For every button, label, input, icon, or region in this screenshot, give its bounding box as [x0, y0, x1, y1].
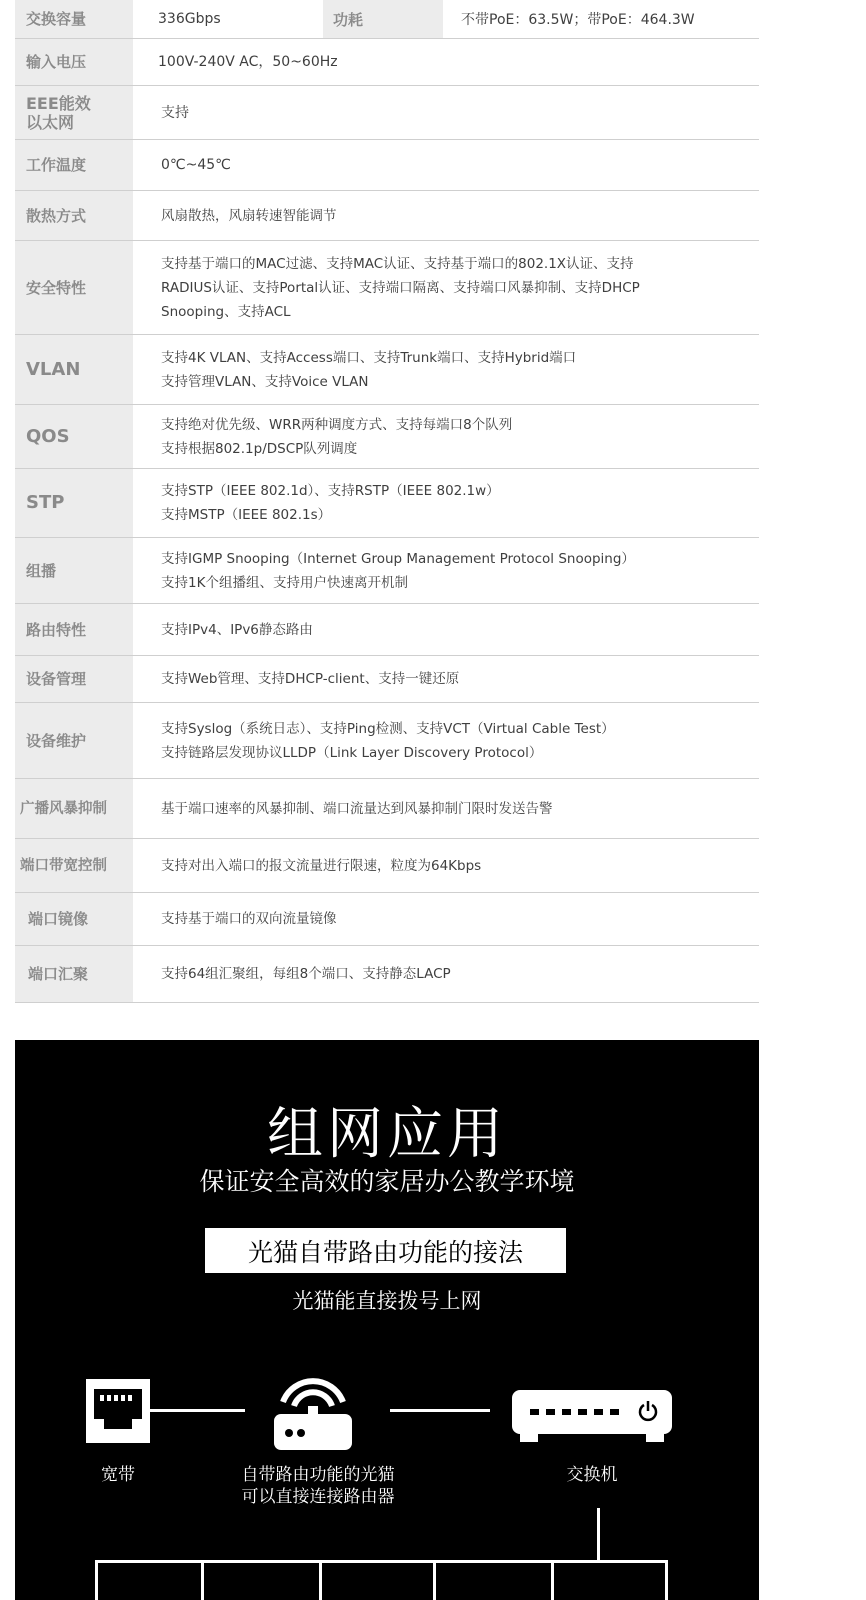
- spec-value: 0℃~45℃: [161, 157, 231, 173]
- spec-label: QOS: [15, 405, 133, 468]
- connection-method-label: 光猫自带路由功能的接法: [205, 1228, 566, 1273]
- spec-label: 输入电压: [15, 39, 133, 85]
- spec-value: 支持Syslog（系统日志）、支持Ping检测、支持VCT（Virtual Cable Test） 支持链路层发现协议LLDP（Link Layer Discovery Protocol）: [161, 720, 615, 761]
- switch-label: 交换机: [566, 1465, 618, 1485]
- spec-row: [15, 779, 759, 839]
- branch-line: [95, 1560, 98, 1600]
- spec-label: 组播: [15, 538, 133, 603]
- connection-line: [390, 1409, 490, 1412]
- spec-label: 端口带宽控制: [15, 839, 133, 892]
- spec-row: [15, 703, 759, 779]
- spec-label: 端口镜像: [15, 893, 133, 945]
- spec-value: 支持STP（IEEE 802.1d）、支持RSTP（IEEE 802.1w） 支持MSTP（IEEE 802.1s）: [161, 483, 500, 523]
- networking-application-panel: [15, 1040, 759, 1600]
- distribution-line: [95, 1560, 668, 1563]
- spec-row: [15, 86, 759, 140]
- spec-row: [15, 538, 759, 604]
- connection-method-note: 光猫能直接拨号上网: [292, 1289, 482, 1313]
- spec-label-power: 功耗: [323, 0, 443, 38]
- spec-label: VLAN: [15, 335, 133, 404]
- spec-row: [15, 893, 759, 946]
- spec-value: 支持Web管理、支持DHCP-client、支持一键还原: [161, 671, 460, 687]
- network-switch-icon: [510, 1388, 674, 1444]
- spec-label: EEE能效 以太网: [15, 86, 133, 139]
- spec-value: 支持对出入端口的报文流量进行限速，粒度为64Kbps: [161, 857, 482, 874]
- branch-line: [201, 1560, 204, 1600]
- spec-value: 基于端口速率的风暴抑制、端口流量达到风暴抑制门限时发送告警: [161, 800, 553, 817]
- spec-value: 支持基于端口的双向流量镜像: [161, 911, 337, 927]
- modem-label: 自带路由功能的光猫 可以直接连接路由器: [241, 1465, 395, 1507]
- branch-line: [665, 1560, 668, 1600]
- spec-row: [15, 405, 759, 469]
- spec-row: [15, 191, 759, 241]
- spec-label: 设备维护: [15, 703, 133, 778]
- spec-label: 设备管理: [15, 656, 133, 702]
- spec-label: 交换容量: [15, 0, 133, 38]
- spec-row: [15, 656, 759, 703]
- spec-label: 路由特性: [15, 604, 133, 655]
- connection-line: [597, 1508, 600, 1563]
- spec-row: [15, 39, 759, 86]
- spec-value: 支持基于端口的MAC过滤、支持MAC认证、支持基于端口的802.1X认证、支持 RADIUS认证、支持Portal认证、支持端口隔离、支持端口风暴抑制、支持DHCP Snooping、支持ACL: [161, 255, 640, 320]
- spec-value: 支持IPv4、IPv6静态路由: [161, 621, 313, 638]
- spec-label: 广播风暴抑制: [15, 779, 133, 838]
- connection-line: [150, 1409, 245, 1412]
- spec-row: [15, 469, 759, 538]
- spec-row: [15, 604, 759, 656]
- spec-row: [15, 839, 759, 893]
- spec-value: 支持绝对优先级、WRR两种调度方式、支持每端口8个队列 支持根据802.1p/DSCP队列调度: [161, 416, 513, 457]
- spec-value: 支持IGMP Snooping（Internet Group Management Protocol Snooping） 支持1K个组播组、支持用户快速离开机制: [161, 550, 635, 591]
- spec-value: 支持4K VLAN、支持Access端口、支持Trunk端口、支持Hybrid端口 支持管理VLAN、支持Voice VLAN: [161, 349, 577, 390]
- spec-value: 支持64组汇聚组，每组8个端口、支持静态LACP: [161, 966, 451, 982]
- wifi-router-icon: [270, 1370, 356, 1452]
- spec-value: 风扇散热，风扇转速智能调节: [161, 207, 337, 224]
- spec-value: 336Gbps: [158, 11, 221, 27]
- spec-row-capacity: [15, 0, 759, 39]
- ethernet-port-icon: [86, 1379, 150, 1443]
- spec-value: 100V-240V AC，50~60Hz: [158, 54, 338, 70]
- spec-value-power: 不带PoE：63.5W；带PoE：464.3W: [461, 12, 695, 28]
- spec-label: 工作温度: [15, 140, 133, 190]
- spec-label: 端口汇聚: [15, 946, 133, 1002]
- spec-row: [15, 946, 759, 1003]
- branch-line: [433, 1560, 436, 1600]
- spec-label: 安全特性: [15, 241, 133, 334]
- spec-label: 散热方式: [15, 191, 133, 240]
- spec-row: [15, 140, 759, 191]
- branch-line: [551, 1560, 554, 1600]
- branch-line: [319, 1560, 322, 1600]
- section-subtitle: 保证安全高效的家居办公教学环境: [199, 1167, 575, 1196]
- spec-row: [15, 335, 759, 405]
- spec-row: [15, 241, 759, 335]
- broadband-label: 宽带: [101, 1465, 135, 1485]
- spec-label: STP: [15, 469, 133, 537]
- spec-value: 支持: [161, 104, 189, 121]
- section-title: 组网应用: [267, 1102, 507, 1167]
